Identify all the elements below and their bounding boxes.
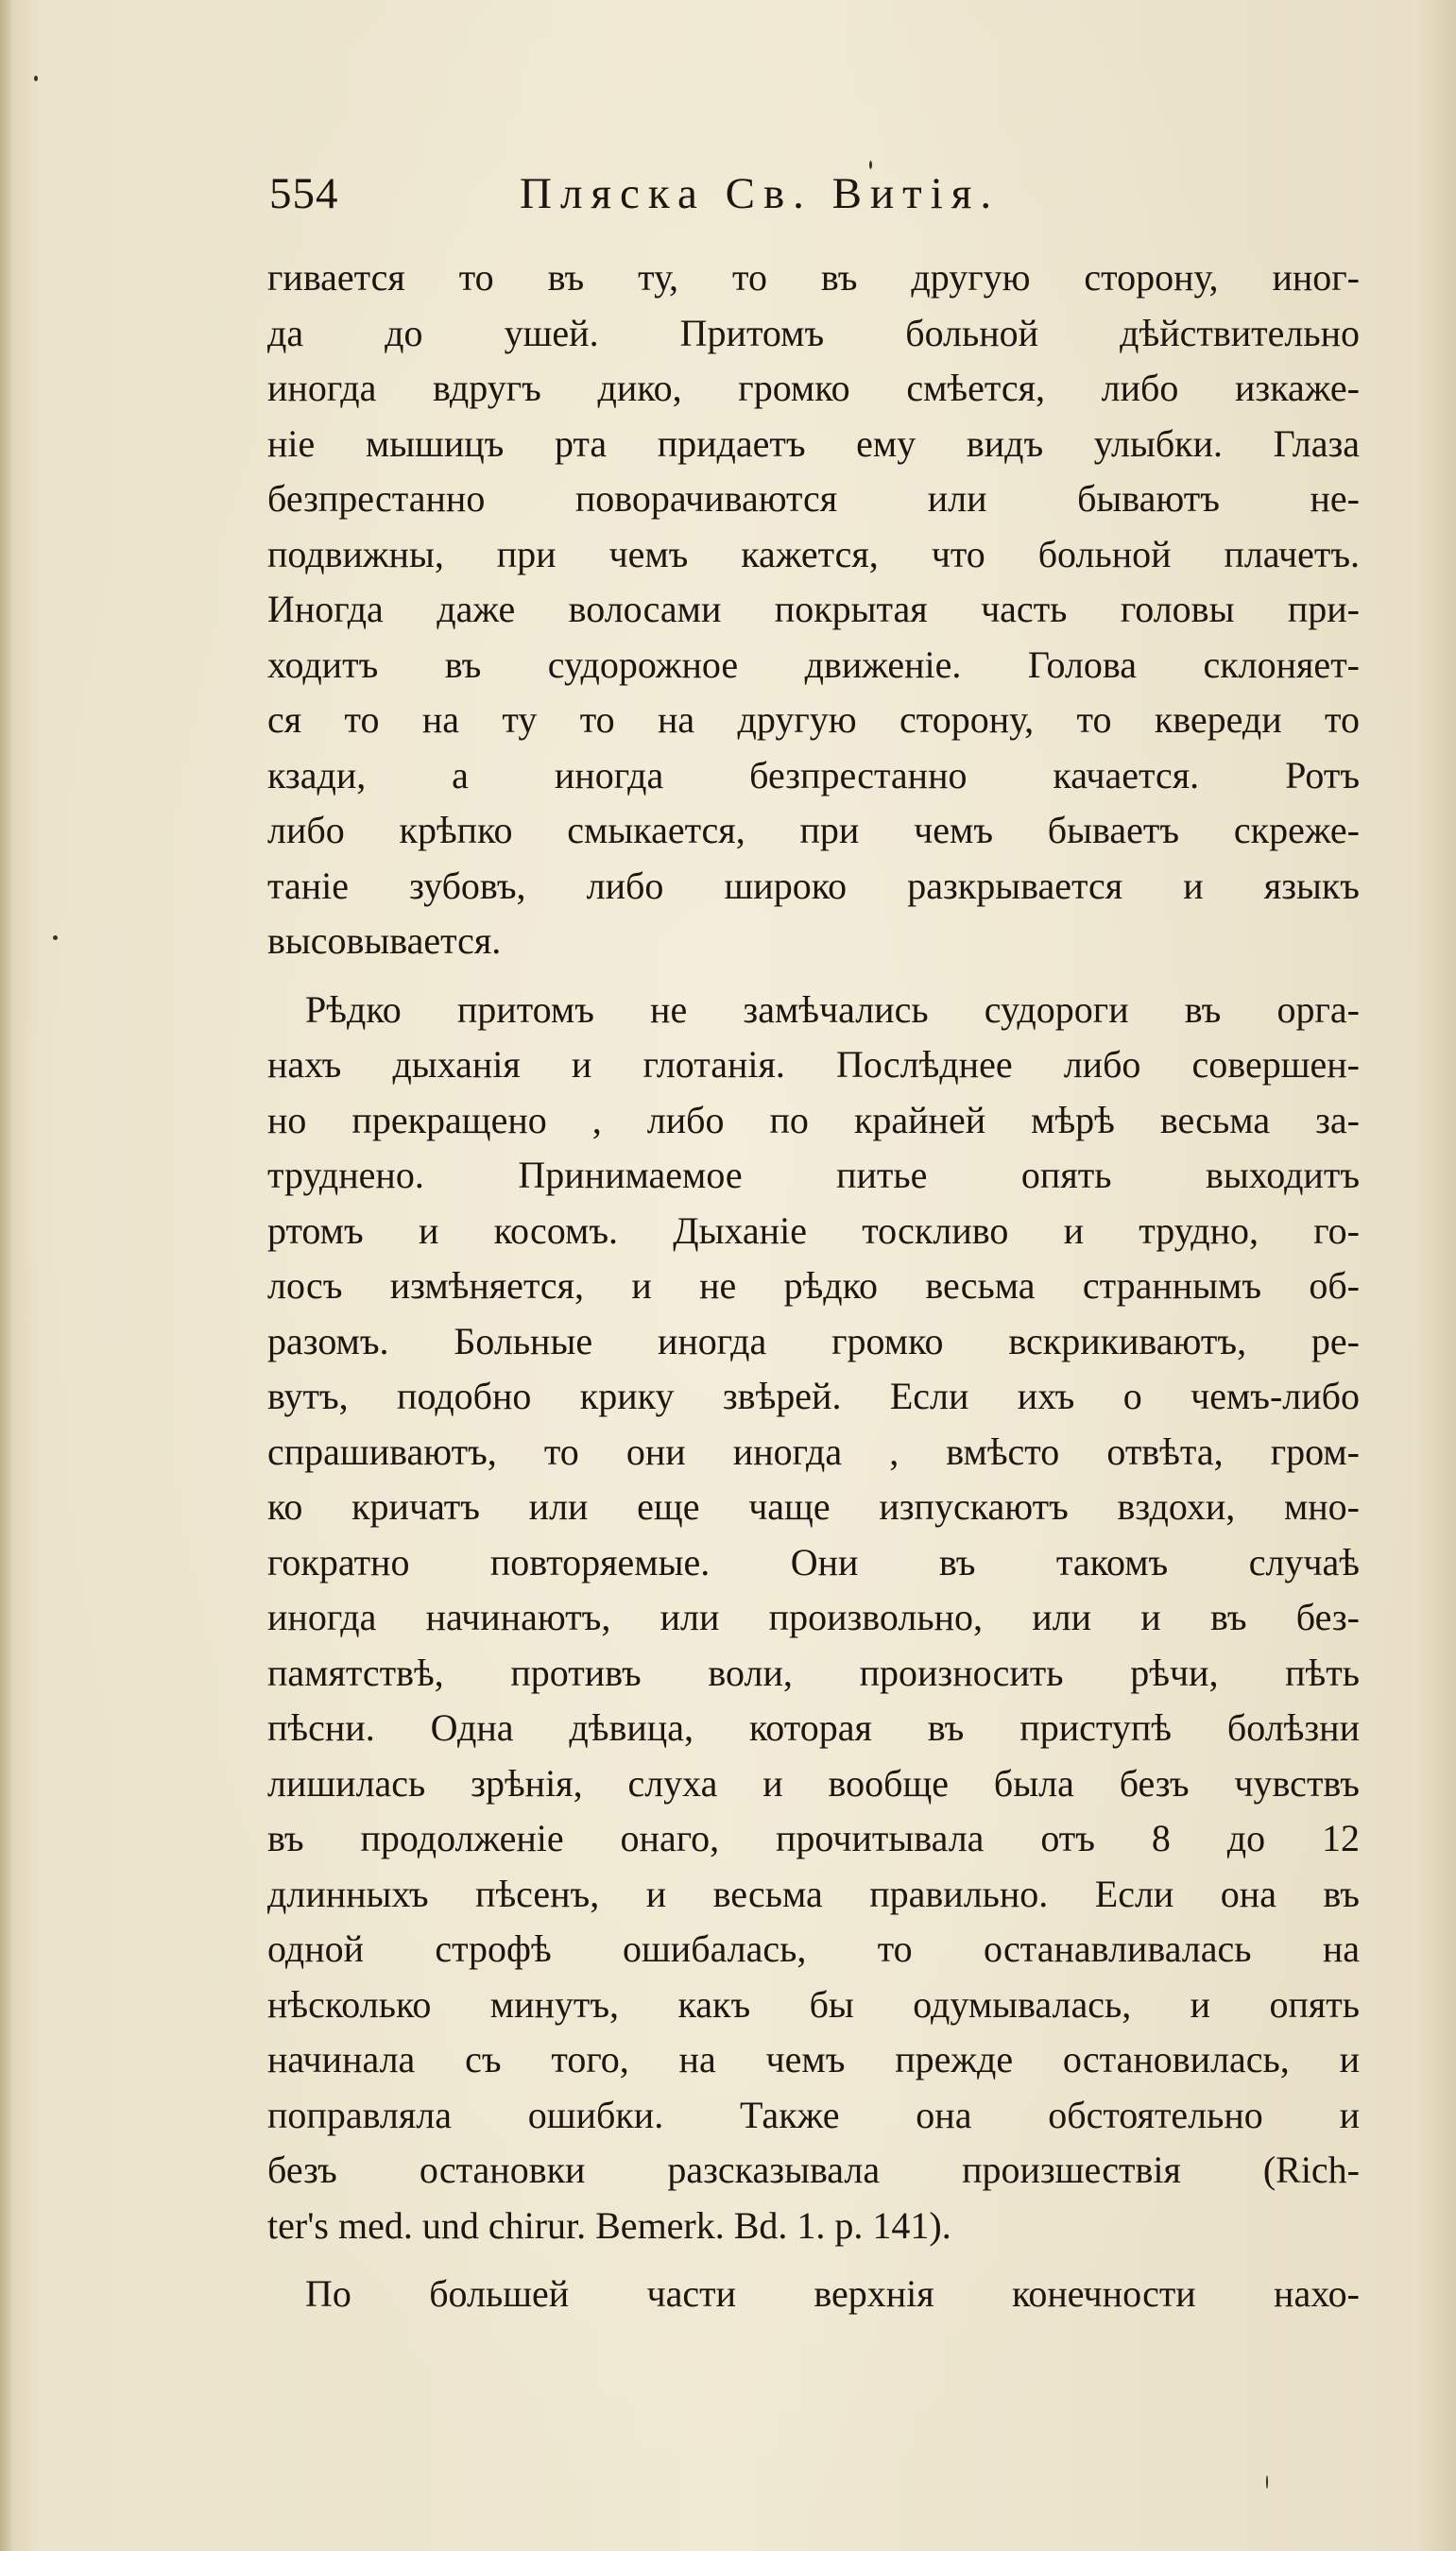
text-line: По большей части верхнія конечности нахо-: [305, 2272, 1360, 2315]
text-line: ся то на ту то на другую сторону, то квереди то: [267, 698, 1360, 741]
text-line: но прекращено , либо по крайней мѣрѣ весьма за-: [267, 1098, 1360, 1141]
text-line: гократно повторяемые. Они въ такомъ случаѣ: [267, 1540, 1360, 1584]
text-line: труднено. Принимаемое питье опять выходитъ: [267, 1154, 1360, 1196]
text-line: памятствѣ, противъ воли, произносить рѣчи, пѣть: [267, 1651, 1360, 1694]
text-line: лишилась зрѣнія, слуха и вообще была безъ чувствъ: [267, 1761, 1360, 1805]
text-line: подвижны, при чемъ кажется, что больной плачетъ.: [267, 532, 1360, 575]
text-line: длинныхъ пѣсенъ, и весьма правильно. Если она въ: [267, 1872, 1360, 1915]
text-line: спрашиваютъ, то они иногда , вмѣсто отвѣта, гром-: [267, 1430, 1360, 1473]
body-text: [267, 250, 1360, 2322]
ink-speck: [869, 161, 872, 169]
text-line: Иногда даже волосами покрытая часть головы при-: [267, 588, 1360, 630]
text-line: одной строфѣ ошибалась, то останавливалась на: [267, 1927, 1360, 1970]
text-line: либо крѣпко смыкается, при чемъ бываетъ скреже-: [267, 809, 1360, 851]
text-line: гивается то въ ту, то въ другую сторону, иног-: [267, 256, 1360, 299]
text-line: иногда вдругъ дико, громко смѣется, либо изкаже-: [267, 367, 1360, 409]
ink-speck: [1266, 2475, 1268, 2489]
ink-speck: [53, 935, 58, 940]
page-header: [269, 168, 1365, 236]
text-line: разомъ. Больные иногда громко вскрикиваютъ, ре-: [267, 1319, 1360, 1362]
text-line: вутъ, подобно крику звѣрей. Если ихъ о чемъ-либо: [267, 1375, 1360, 1417]
text-line: ко кричатъ или еще чаще изпускаютъ вздохи, мно-: [267, 1485, 1360, 1528]
text-line: да до ушей. Притомъ больной дѣйствительно: [267, 311, 1360, 354]
text-line: высовывается.: [267, 919, 502, 962]
text-line: кзади, а иногда безпрестанно качается. Ротъ: [267, 753, 1360, 796]
paragraph-gap: [267, 969, 1360, 983]
text-line: поправляла ошибки. Также она обстоятельно и: [267, 2093, 1360, 2136]
text-line: ходитъ въ судорожное движеніе. Голова склоняет-: [267, 642, 1360, 686]
text-line: нѣсколько минутъ, какъ бы одумывалась, и опять: [267, 1982, 1360, 2026]
text-line: въ продолженіе онаго, прочитывала отъ 8 до 12: [267, 1817, 1360, 1859]
text-line: таніе зубовъ, либо широко разкрывается и языкъ: [267, 864, 1360, 907]
text-line: начинала съ того, на чемъ прежде остановилась, и: [267, 2038, 1360, 2080]
text-line: ter's med. und chirur. Bemerk. Bd. 1. p. 141).: [267, 2203, 951, 2247]
running-title: Пляска Св. Витія.: [520, 169, 1001, 218]
paragraph-gap: [267, 2253, 1360, 2267]
text-line: безпрестанно поворачиваются или бываютъ не-: [267, 477, 1360, 520]
text-line: нахъ дыханія и глотанія. Послѣднее либо совершен-: [267, 1043, 1360, 1086]
page-left-edge-shadow: [0, 0, 13, 2551]
text-line: безъ остановки разсказывала произшествія (Rich-: [267, 2149, 1360, 2191]
ink-speck: [34, 76, 38, 81]
text-line: лосъ измѣняется, и не рѣдко весьма страннымъ об-: [267, 1264, 1360, 1307]
text-line: ртомъ и косомъ. Дыханіе тоскливо и трудно, го-: [267, 1208, 1360, 1252]
paragraph-3: [267, 2267, 1360, 2322]
text-line: пѣсни. Одна дѣвица, которая въ приступѣ болѣзни: [267, 1706, 1360, 1749]
paragraph-2: [267, 983, 1360, 2254]
text-line: Рѣдко притомъ не замѣчались судороги въ орга-: [305, 987, 1360, 1031]
text-line: ніе мышицъ рта придаетъ ему видъ улыбки. Глаза: [267, 421, 1360, 465]
paragraph-1: [267, 250, 1360, 969]
text-line: иногда начинаютъ, или произвольно, или и въ без-: [267, 1596, 1360, 1638]
page-number: 554: [269, 169, 339, 218]
